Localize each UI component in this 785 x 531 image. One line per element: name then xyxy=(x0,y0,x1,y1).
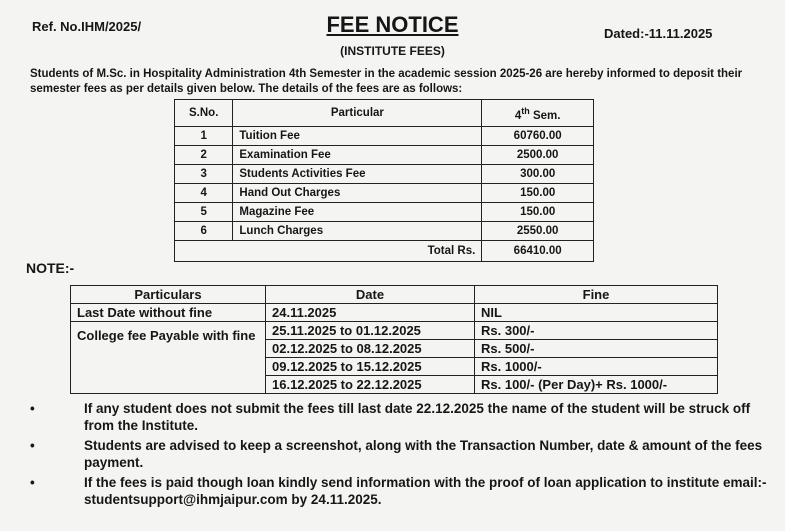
col-semester xyxy=(482,100,594,127)
table-row xyxy=(71,304,718,322)
table-row xyxy=(175,222,594,241)
col-date: Date xyxy=(266,286,475,304)
page-title: FEE NOTICE xyxy=(326,12,459,37)
table-row xyxy=(175,127,594,146)
page-subtitle: (INSTITUTE FEES) xyxy=(340,44,445,58)
list-item xyxy=(30,400,770,434)
sem-text: Sem. xyxy=(529,109,561,122)
list-item xyxy=(30,437,770,471)
row-date: 02.12.2025 to 08.12.2025 xyxy=(266,340,475,358)
reference-number: Ref. No.IHM/2025/ xyxy=(32,19,142,34)
col-particulars: Particulars xyxy=(71,286,266,304)
row-amount: 300.00 xyxy=(482,165,594,184)
row-label: Last Date without fine xyxy=(71,304,266,322)
row-amount: 150.00 xyxy=(482,184,594,203)
bullet-icon: • xyxy=(30,401,35,416)
row-particular: Tuition Fee xyxy=(233,127,482,146)
col-fine: Fine xyxy=(475,286,718,304)
row-date: 09.12.2025 to 15.12.2025 xyxy=(266,358,475,376)
sem-suffix: th xyxy=(521,105,530,116)
row-sno: 6 xyxy=(175,222,233,241)
row-date: 16.12.2025 to 22.12.2025 xyxy=(266,376,475,394)
table-row xyxy=(71,322,718,340)
table-row xyxy=(175,203,594,222)
notes-list xyxy=(30,400,770,511)
row-amount: 2500.00 xyxy=(482,146,594,165)
sem-number: 4 xyxy=(514,109,522,122)
row-date: 25.11.2025 to 01.12.2025 xyxy=(266,322,475,340)
row-particular: Magazine Fee xyxy=(233,203,482,222)
row-sno: 4 xyxy=(175,184,233,203)
fine-table-header xyxy=(71,286,718,304)
row-particular: Examination Fee xyxy=(233,146,482,165)
row-particular: Students Activities Fee xyxy=(233,165,482,184)
note-text: If any student does not submit the fees till last date 22.12.2025 the name of the student will be struck off from the Institute. xyxy=(84,401,751,433)
note-text: Students are advised to keep a screenshot, along with the Transaction Number, date & amount of the fees payment. xyxy=(84,438,763,470)
row-particular: Lunch Charges xyxy=(233,222,482,241)
row-fine: Rs. 300/- xyxy=(475,322,718,340)
table-row xyxy=(175,184,594,203)
bullet-icon: • xyxy=(30,475,35,490)
row-fine: Rs. 1000/- xyxy=(475,358,718,376)
row-sno: 5 xyxy=(175,203,233,222)
row-sno: 1 xyxy=(175,127,233,146)
row-amount: 60760.00 xyxy=(482,127,594,146)
row-amount: 150.00 xyxy=(482,203,594,222)
total-row xyxy=(175,241,594,262)
col-sno: S.No. xyxy=(175,100,233,127)
group-label: College fee Payable with fine xyxy=(71,322,266,394)
table-row xyxy=(175,165,594,184)
row-fine: Rs. 500/- xyxy=(475,340,718,358)
intro-paragraph: Students of M.Sc. in Hospitality Administration 4th Semester in the academic session 2025-26 are hereby informed to deposit their semester fees as per details given below. The details of the fees are as follows: xyxy=(30,68,743,95)
row-particular: Hand Out Charges xyxy=(233,184,482,203)
row-sno: 3 xyxy=(175,165,233,184)
table-row xyxy=(175,146,594,165)
col-particular: Particular xyxy=(233,100,482,127)
fee-table xyxy=(174,99,594,262)
bullet-icon: • xyxy=(30,438,35,453)
row-fine: Rs. 100/- (Per Day)+ Rs. 1000/- xyxy=(475,376,718,394)
list-item xyxy=(30,474,770,508)
note-heading: NOTE:- xyxy=(26,260,75,276)
notice-date: Dated:-11.11.2025 xyxy=(604,26,713,41)
row-fine: NIL xyxy=(475,304,718,322)
note-text: If the fees is paid though loan kindly send information with the proof of loan application to institute email:- studentsupport@ihmjaipur.com by 24.11.2025. xyxy=(84,475,767,507)
row-sno: 2 xyxy=(175,146,233,165)
fee-table-header xyxy=(175,100,594,127)
total-label: Total Rs. xyxy=(175,241,482,262)
row-amount: 2550.00 xyxy=(482,222,594,241)
fine-table xyxy=(70,285,718,394)
row-date: 24.11.2025 xyxy=(266,304,475,322)
total-value: 66410.00 xyxy=(482,241,594,262)
